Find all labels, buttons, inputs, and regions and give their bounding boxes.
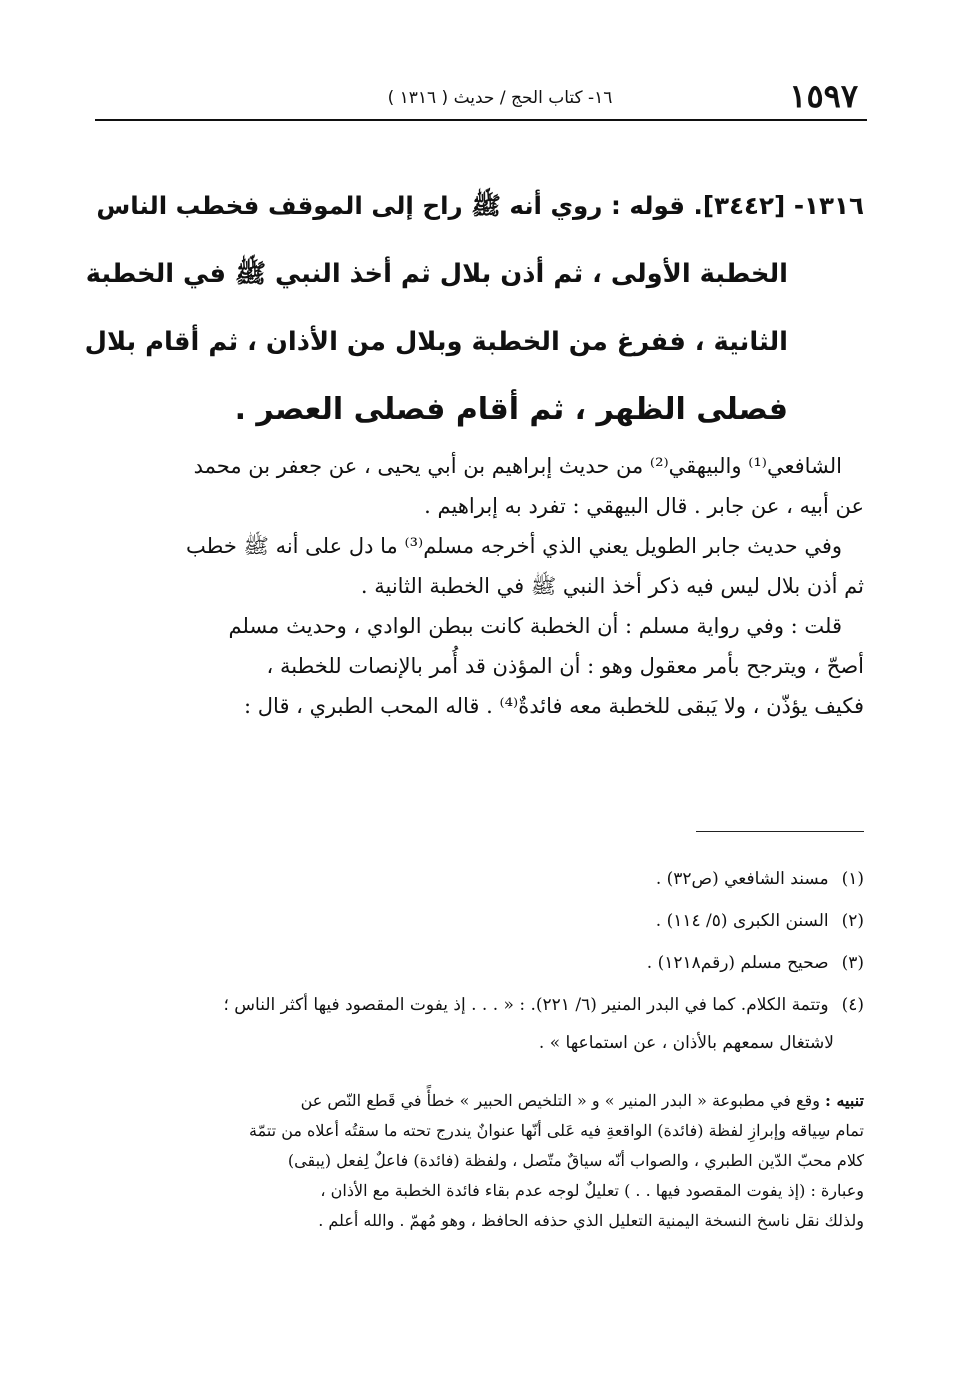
hadith-line: فصلى الظهر ، ثم أقام فصلى العصر . [234,392,788,427]
hadith-line: الثانية ، ففرغ من الخطبة وبلال من الأذان ، ثم أقام بلال [84,327,788,357]
hadith-heading-block [84,172,864,444]
footnote-4 [88,984,864,1026]
footnote-text: صحيح مسلم (رقم١٢١٨) . [646,953,829,973]
footnote-3 [88,942,864,984]
tanbih-line: كلام محبّ الدّين الطبري ، والصواب أنّه سياقٌ متّصل ، ولفظة (فائدة) فاعلٌ لِفعل (يبقى) [287,1151,864,1170]
footnotes [88,858,864,1060]
footnote-1 [88,858,864,900]
tanbih-line: وعبارة : (إذ يفوت المقصود فيها . . ) تعليلٌ لوجه عدم بقاء فائدة الخطبة مع الأذان ، [320,1181,864,1200]
header-rule [95,119,867,121]
hadith-line: الخطبة الأولى ، ثم أذن بلال ثم أخذ النبي ﷺ في الخطبة [85,259,788,289]
running-title: ١٦- كتاب الحج / حديث ( ١٣١٦ ) [387,88,613,108]
footnote-4-continuation: لاشتغال سمعهم بالأذان ، عن استماعها » . [538,1033,834,1053]
tanbih-line: ولذلك نقل ناسخ النسخة اليمنية التعليل الذي حذفه الحافظ ، وهو مُهمّ . والله أعلم . [318,1211,864,1230]
body-line: وفي حديث جابر الطويل يعني الذي أخرجه مسلم⁽³⁾ ما دل على أنه ﷺ خطب [186,534,842,558]
commentary-body [88,446,864,726]
footnote-number: (٣) [841,953,864,973]
footnote-text: مسند الشافعي (ص٣٢) . [655,869,829,889]
footnote-2 [88,900,864,942]
tanbih-line: تمام سِياقه وإبرازِ لفظة (فائدة) الواقعةِ فيه عَلى أنّها عنوانٌ يندرج تحته ما سقتُه أعلاه من تتمّة [249,1121,864,1140]
body-line: ثم أذن بلال ليس فيه ذكر أخذ النبي ﷺ في الخطبة الثانية . [360,574,864,598]
footnote-text: السنن الكبرى (٥/ ١١٤) . [655,911,829,931]
body-line: الشافعي⁽¹⁾ والبيهقي⁽²⁾ من حديث إبراهيم بن أبي يحيى ، عن جعفر بن محمد [193,454,842,478]
tanbih-line [88,1086,864,1116]
hadith-line: ١٣١٦- [٣٤٤٢]. قوله : روي أنه ﷺ راح إلى الموقف فخطب الناس [96,191,864,220]
footnote-number: (١) [841,869,864,889]
footnote-number: (٢) [841,911,864,931]
footnote-text: وتتمة الكلام. كما في البدر المنير (٦/ ٢٢١). : « . . . إذ يفوت المقصود فيها أكثر الناس ؛ [223,995,829,1015]
body-line: قلت : وفي رواية مسلم : أن الخطبة كانت ببطن الوادي ، وحديث مسلم [228,614,842,638]
body-line: أصحّ ، ويترجح بأمر معقول وهو : أن المؤذن قد أُمر بالإنصات للخطبة ، [266,654,864,678]
tanbih-text: وقع في مطبوعة « البدر المنير » و « التلخيص الحبير » خطأً في قَطع النّص عن [300,1091,825,1110]
body-line: عن أبيه ، عن جابر . قال البيهقي : تفرد به إبراهيم . [424,494,864,518]
body-line: فكيف يؤذّن ، ولا يَبقى للخطبة معه فائدةٌ⁽⁴⁾ . قاله المحب الطبري ، قال : [244,694,864,718]
page-number: ١٥٩٧ [789,77,858,115]
tanbih-note [88,1086,864,1236]
tanbih-lead: تنبيه : [825,1091,864,1110]
footnote-number: (٤) [841,995,864,1015]
footnote-separator [696,831,864,832]
